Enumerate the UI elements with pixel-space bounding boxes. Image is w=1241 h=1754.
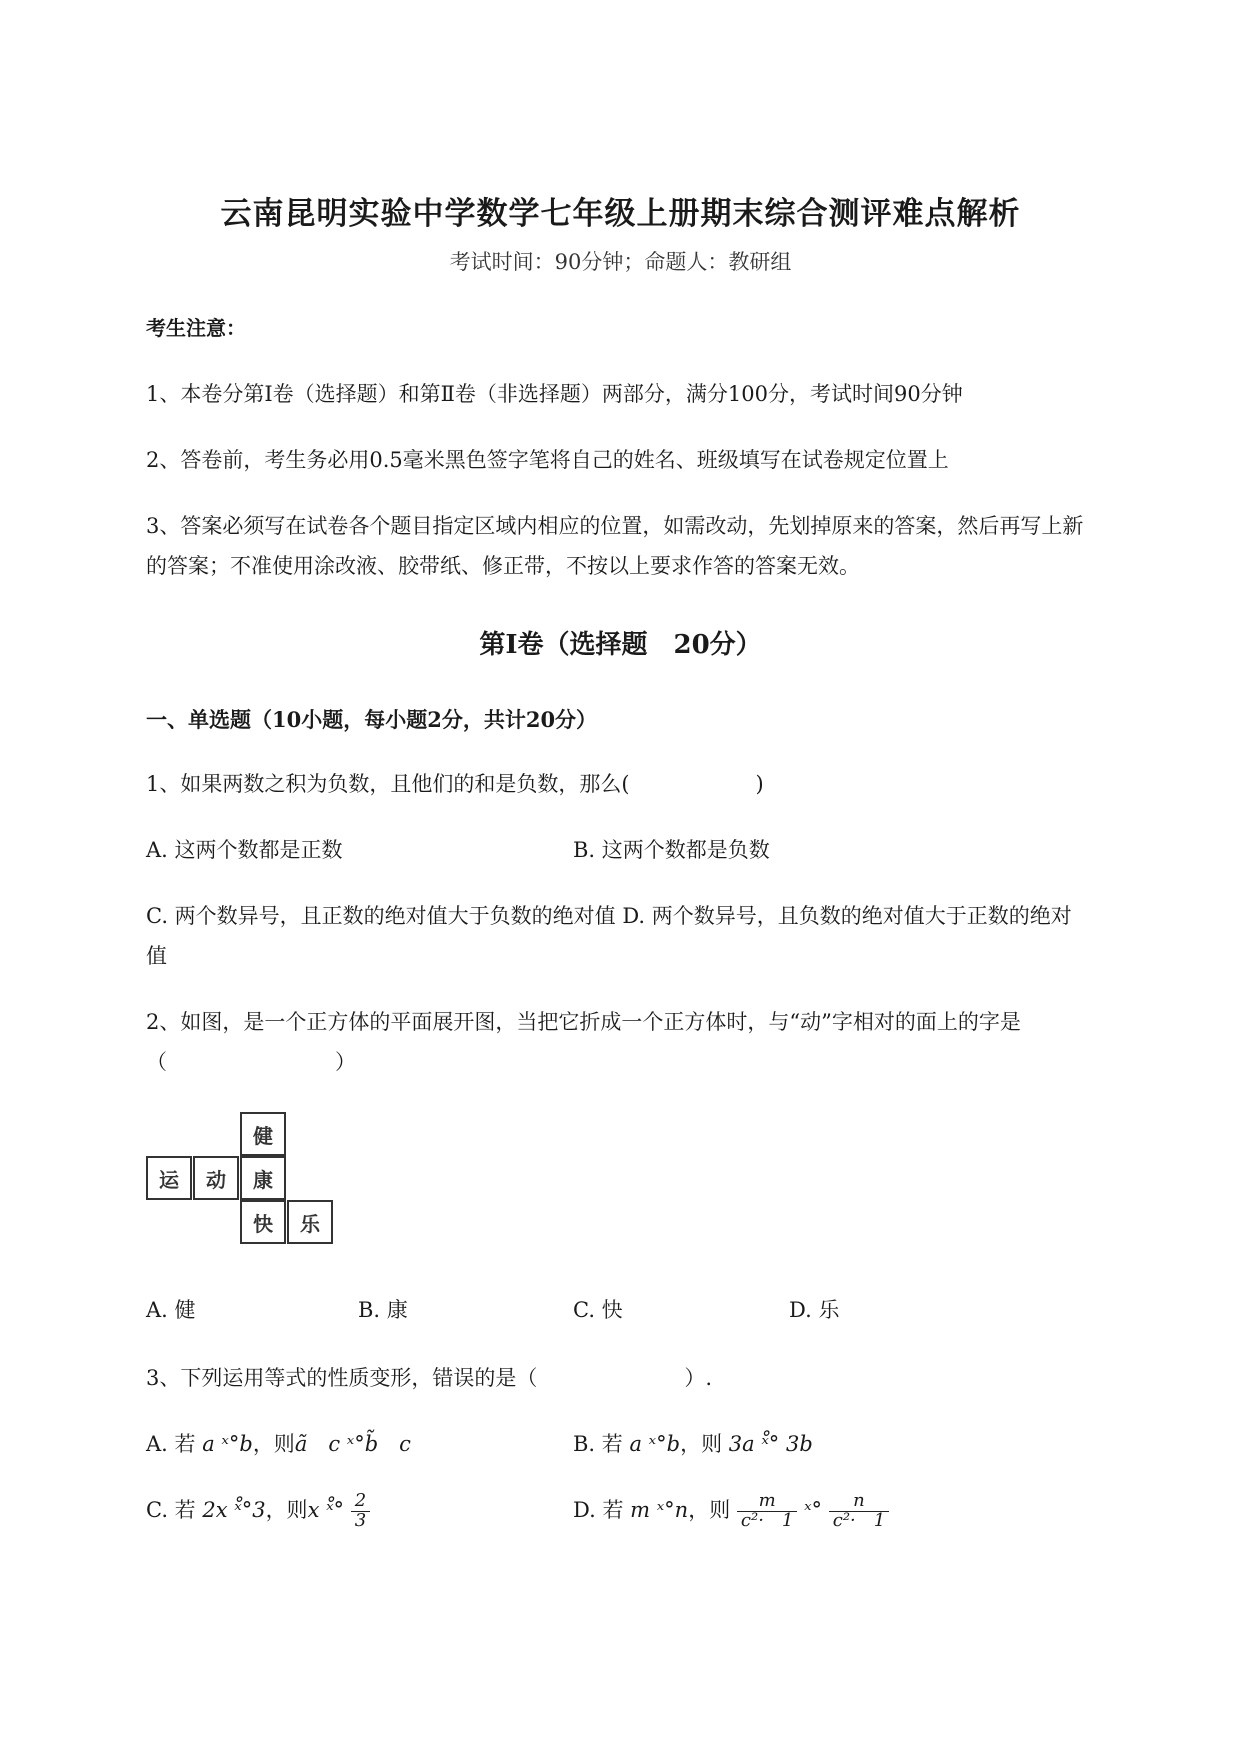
q2-stem-blank: （ ）	[146, 1050, 356, 1074]
q1-option-d-cont: 值	[146, 944, 167, 968]
cube-face-kuai: 快	[240, 1200, 286, 1244]
notice-heading: 考生注意：	[146, 316, 246, 340]
q3-c-formula-2: x ˣ̊°	[307, 1497, 345, 1522]
q3-d-formula-1: m ˣ°n	[630, 1497, 689, 1522]
q3-b-mid: ，则	[680, 1432, 723, 1456]
q3-option-d	[573, 1492, 889, 1531]
part-heading: 一、单选题（10小题，每小题2分，共计20分）	[146, 707, 598, 732]
q3-d-fraction-2	[829, 1492, 889, 1531]
q3-option-a	[146, 1428, 411, 1458]
q3-c-num: 2	[351, 1492, 370, 1512]
q3-option-c	[146, 1492, 370, 1531]
notice-item-1: 1、本卷分第Ⅰ卷（选择题）和第Ⅱ卷（非选择题）两部分，满分100分，考试时间90分钟	[146, 382, 963, 406]
q3-d-den-2: c²· 1	[832, 1509, 886, 1531]
q2-option-d: D. 乐	[789, 1298, 840, 1322]
q2-option-b: B. 康	[358, 1298, 408, 1322]
q3-a-prefix: A. 若	[146, 1432, 196, 1456]
q2-option-c: C. 快	[573, 1298, 623, 1322]
q3-a-formula-2: ã c ˣ°b̃ c	[294, 1432, 411, 1456]
document-title: 云南昆明实验中学数学七年级上册期末综合测评难点解析	[220, 196, 1021, 232]
notice-item-3: 3、答案必须写在试卷各个题目指定区域内相应的位置，如需改动，先划掉原来的答案，然后再写上新	[146, 514, 1084, 538]
q3-c-mid: ，则	[265, 1497, 308, 1522]
exam-info: 考试时间：90分钟；命题人：教研组	[449, 250, 792, 274]
q3-c-den: 3	[354, 1509, 367, 1531]
q3-b-formula-2: 3a ˣ̊° 3b	[728, 1432, 813, 1456]
cube-net-figure	[146, 1110, 336, 1255]
q3-d-mid: ，则	[688, 1497, 731, 1522]
q3-d-eq: ˣ°	[804, 1497, 823, 1522]
q3-c-prefix: C. 若	[146, 1497, 196, 1522]
cube-face-jian: 健	[240, 1112, 286, 1156]
q3-d-fraction-1	[737, 1492, 797, 1531]
q1-stem: 1、如果两数之积为负数，且他们的和是负数，那么( )	[146, 772, 764, 796]
q1-option-cd: C. 两个数异号，且正数的绝对值大于负数的绝对值 D. 两个数异号，且负数的绝对值大于正数的绝对	[146, 904, 1072, 928]
q3-d-prefix: D. 若	[573, 1497, 624, 1522]
q2-option-a: A. 健	[146, 1298, 196, 1322]
notice-item-2: 2、答卷前，考生务必用0.5毫米黑色签字笔将自己的姓名、班级填写在试卷规定位置上	[146, 448, 949, 472]
q2-stem: 2、如图，是一个正方体的平面展开图，当把它折成一个正方体时，与“动”字相对的面上的字是	[146, 1010, 1021, 1034]
q3-c-fraction	[351, 1492, 370, 1531]
cube-face-kang: 康	[240, 1156, 286, 1200]
q1-option-b: B. 这两个数都是负数	[573, 838, 770, 862]
q1-option-a: A. 这两个数都是正数	[146, 838, 343, 862]
q3-c-formula-1: 2x ˣ̊°3	[202, 1497, 266, 1522]
q3-a-formula-1: a ˣ°b	[202, 1432, 253, 1456]
q3-option-b	[573, 1428, 813, 1458]
notice-item-3-cont: 的答案；不准使用涂改液、胶带纸、修正带，不按以上要求作答的答案无效。	[146, 554, 860, 578]
q3-d-den-1: c²· 1	[740, 1509, 794, 1531]
cube-face-le: 乐	[287, 1200, 333, 1244]
q3-stem: 3、下列运用等式的性质变形，错误的是（ ）.	[146, 1366, 713, 1390]
cube-face-yun: 运	[146, 1156, 192, 1200]
q3-d-num-2: n	[829, 1492, 889, 1512]
q3-a-mid: ，则	[252, 1432, 295, 1456]
cube-face-dong: 动	[193, 1156, 239, 1200]
q3-b-formula-1: a ˣ°b	[629, 1432, 681, 1456]
q3-d-num-1: m	[737, 1492, 797, 1512]
section-title: 第Ⅰ卷（选择题 20分）	[479, 630, 762, 660]
q3-b-prefix: B. 若	[573, 1432, 623, 1456]
